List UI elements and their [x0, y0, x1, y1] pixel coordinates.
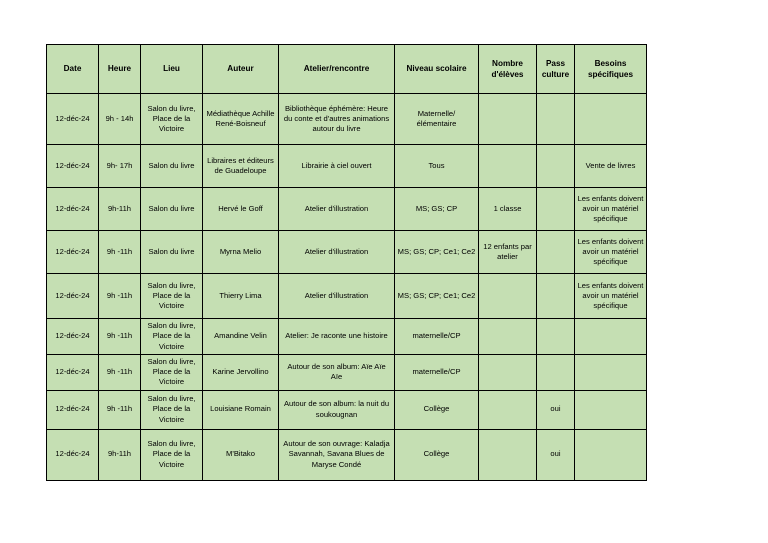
cell-date: 12-déc-24	[47, 319, 99, 355]
cell-lieu: Salon du livre	[141, 188, 203, 231]
cell-nombre	[479, 429, 537, 480]
cell-lieu: Salon du livre, Place de la Victoire	[141, 94, 203, 145]
column-header-besoins: Besoins spécifiques	[575, 45, 647, 94]
cell-atelier: Atelier d'illustration	[279, 274, 395, 319]
cell-besoins: Les enfants doivent avoir un matériel spécifique	[575, 188, 647, 231]
cell-pass	[537, 94, 575, 145]
cell-besoins	[575, 319, 647, 355]
cell-nombre	[479, 145, 537, 188]
cell-heure: 9h-11h	[99, 429, 141, 480]
cell-heure: 9h- 17h	[99, 145, 141, 188]
cell-pass	[537, 274, 575, 319]
table-row	[47, 145, 647, 188]
cell-auteur: M'Bitako	[203, 429, 279, 480]
cell-lieu: Salon du livre, Place de la Victoire	[141, 274, 203, 319]
cell-niveau: maternelle/CP	[395, 354, 479, 390]
table-row	[47, 319, 647, 355]
cell-atelier: Librairie à ciel ouvert	[279, 145, 395, 188]
cell-atelier: Autour de son album: la nuit du soukougnan	[279, 390, 395, 429]
cell-pass	[537, 231, 575, 274]
cell-niveau: Tous	[395, 145, 479, 188]
cell-nombre	[479, 274, 537, 319]
cell-besoins: Les enfants doivent avoir un matériel spécifique	[575, 274, 647, 319]
cell-date: 12-déc-24	[47, 390, 99, 429]
cell-atelier: Autour de son ouvrage: Kaladja Savannah, Savana Blues de Maryse Condé	[279, 429, 395, 480]
cell-niveau: MS; GS; CP; Ce1; Ce2	[395, 274, 479, 319]
cell-nombre	[479, 354, 537, 390]
cell-atelier: Autour de son album: Aïe Aïe Aïe	[279, 354, 395, 390]
table-row	[47, 354, 647, 390]
cell-besoins: Les enfants doivent avoir un matériel spécifique	[575, 231, 647, 274]
table-row	[47, 274, 647, 319]
cell-nombre: 1 classe	[479, 188, 537, 231]
cell-heure: 9h-11h	[99, 188, 141, 231]
cell-auteur: Thierry Lima	[203, 274, 279, 319]
header-row	[47, 45, 647, 94]
cell-niveau: maternelle/CP	[395, 319, 479, 355]
cell-date: 12-déc-24	[47, 188, 99, 231]
cell-auteur: Libraires et éditeurs de Guadeloupe	[203, 145, 279, 188]
cell-date: 12-déc-24	[47, 231, 99, 274]
column-header-niveau: Niveau scolaire	[395, 45, 479, 94]
cell-auteur: Hervé le Goff	[203, 188, 279, 231]
cell-date: 12-déc-24	[47, 274, 99, 319]
cell-date: 12-déc-24	[47, 429, 99, 480]
cell-date: 12-déc-24	[47, 94, 99, 145]
table-body	[47, 94, 647, 481]
column-header-atelier: Atelier/rencontre	[279, 45, 395, 94]
cell-auteur: Médiathèque Achille René-Boisneuf	[203, 94, 279, 145]
schedule-table	[46, 44, 647, 481]
cell-nombre	[479, 390, 537, 429]
cell-pass	[537, 188, 575, 231]
table-row	[47, 231, 647, 274]
cell-pass	[537, 145, 575, 188]
table-row	[47, 188, 647, 231]
cell-niveau: Maternelle/ élémentaire	[395, 94, 479, 145]
cell-nombre: 12 enfants par atelier	[479, 231, 537, 274]
cell-besoins: Vente de livres	[575, 145, 647, 188]
cell-auteur: Amandine Velin	[203, 319, 279, 355]
cell-niveau: Collège	[395, 390, 479, 429]
cell-besoins	[575, 354, 647, 390]
cell-heure: 9h - 14h	[99, 94, 141, 145]
cell-pass: oui	[537, 390, 575, 429]
column-header-pass: Pass culture	[537, 45, 575, 94]
cell-atelier: Atelier: Je raconte une histoire	[279, 319, 395, 355]
cell-lieu: Salon du livre, Place de la Victoire	[141, 429, 203, 480]
cell-besoins	[575, 390, 647, 429]
cell-niveau: MS; GS; CP	[395, 188, 479, 231]
cell-nombre	[479, 94, 537, 145]
cell-heure: 9h -11h	[99, 354, 141, 390]
cell-date: 12-déc-24	[47, 145, 99, 188]
cell-auteur: Myrna Melio	[203, 231, 279, 274]
cell-niveau: Collège	[395, 429, 479, 480]
cell-auteur: Karine Jervollino	[203, 354, 279, 390]
cell-atelier: Bibliothèque éphémère: Heure du conte et d'autres animations autour du livre	[279, 94, 395, 145]
cell-atelier: Atelier d'illustration	[279, 188, 395, 231]
cell-nombre	[479, 319, 537, 355]
cell-besoins	[575, 94, 647, 145]
cell-lieu: Salon du livre, Place de la Victoire	[141, 390, 203, 429]
column-header-lieu: Lieu	[141, 45, 203, 94]
cell-lieu: Salon du livre, Place de la Victoire	[141, 319, 203, 355]
column-header-date: Date	[47, 45, 99, 94]
cell-pass	[537, 319, 575, 355]
table-header	[47, 45, 647, 94]
cell-atelier: Atelier d'illustration	[279, 231, 395, 274]
cell-heure: 9h -11h	[99, 319, 141, 355]
cell-lieu: Salon du livre, Place de la Victoire	[141, 354, 203, 390]
schedule-sheet	[46, 44, 646, 481]
cell-auteur: Louisiane Romain	[203, 390, 279, 429]
cell-heure: 9h -11h	[99, 390, 141, 429]
table-row	[47, 390, 647, 429]
cell-pass	[537, 354, 575, 390]
cell-lieu: Salon du livre	[141, 231, 203, 274]
cell-niveau: MS; GS; CP; Ce1; Ce2	[395, 231, 479, 274]
table-row	[47, 94, 647, 145]
table-row	[47, 429, 647, 480]
cell-besoins	[575, 429, 647, 480]
cell-heure: 9h -11h	[99, 231, 141, 274]
column-header-auteur: Auteur	[203, 45, 279, 94]
cell-date: 12-déc-24	[47, 354, 99, 390]
cell-lieu: Salon du livre	[141, 145, 203, 188]
column-header-nombre: Nombre d'élèves	[479, 45, 537, 94]
cell-pass: oui	[537, 429, 575, 480]
cell-heure: 9h -11h	[99, 274, 141, 319]
column-header-heure: Heure	[99, 45, 141, 94]
